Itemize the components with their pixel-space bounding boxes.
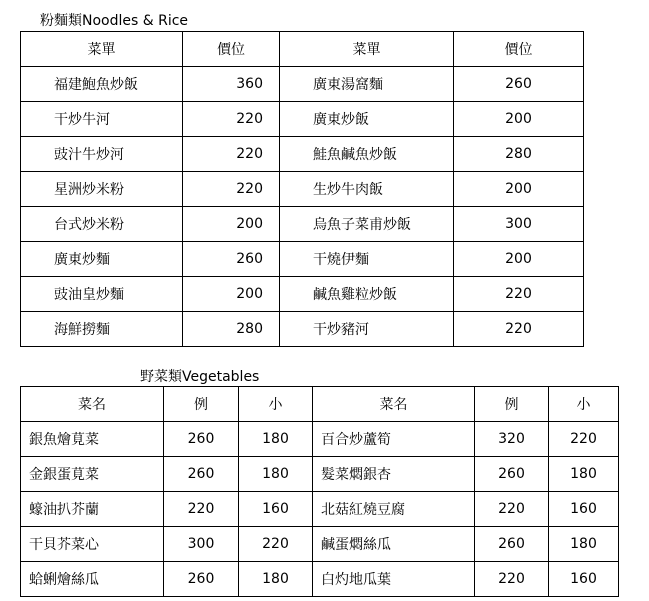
dish-name: 海鮮撈麵 bbox=[21, 312, 183, 347]
table-header-row bbox=[21, 32, 584, 67]
column-header: 菜單 bbox=[280, 32, 454, 67]
dish-name: 髮菜燜銀杏 bbox=[313, 457, 475, 492]
table-row bbox=[21, 242, 584, 277]
dish-price-small: 180 bbox=[549, 457, 619, 492]
dish-name: 銀魚燴莧菜 bbox=[21, 422, 164, 457]
dish-price: 280 bbox=[454, 137, 584, 172]
dish-name: 烏魚子菜甫炒飯 bbox=[280, 207, 454, 242]
dish-price-small: 160 bbox=[549, 562, 619, 597]
dish-price: 220 bbox=[454, 312, 584, 347]
dish-price-small: 160 bbox=[549, 492, 619, 527]
dish-name: 廣東炒麵 bbox=[21, 242, 183, 277]
dish-price: 200 bbox=[454, 242, 584, 277]
dish-price-regular: 320 bbox=[475, 422, 549, 457]
dish-price-small: 160 bbox=[239, 492, 313, 527]
dish-price: 200 bbox=[183, 207, 280, 242]
table-row bbox=[21, 422, 619, 457]
dish-price-small: 220 bbox=[549, 422, 619, 457]
noodles-section-title: 粉麵類Noodles & Rice bbox=[40, 13, 189, 29]
dish-price-regular: 260 bbox=[475, 527, 549, 562]
vegetables-table bbox=[20, 386, 619, 597]
dish-name: 台式炒米粉 bbox=[21, 207, 183, 242]
dish-price-small: 220 bbox=[239, 527, 313, 562]
table-row bbox=[21, 207, 584, 242]
table-row bbox=[21, 67, 584, 102]
column-header: 價位 bbox=[454, 32, 584, 67]
table-row bbox=[21, 457, 619, 492]
column-header: 例 bbox=[475, 387, 549, 422]
dish-name: 廣東湯窩麵 bbox=[280, 67, 454, 102]
table-row bbox=[21, 492, 619, 527]
column-header: 菜單 bbox=[21, 32, 183, 67]
column-header: 小 bbox=[239, 387, 313, 422]
dish-price-regular: 220 bbox=[475, 562, 549, 597]
column-header: 小 bbox=[549, 387, 619, 422]
dish-price-small: 180 bbox=[239, 422, 313, 457]
table-row bbox=[21, 102, 584, 137]
dish-name: 豉汁牛炒河 bbox=[21, 137, 183, 172]
dish-name: 生炒牛肉飯 bbox=[280, 172, 454, 207]
dish-price: 220 bbox=[183, 137, 280, 172]
dish-price-regular: 300 bbox=[164, 527, 239, 562]
dish-name: 金銀蛋莧菜 bbox=[21, 457, 164, 492]
dish-price-regular: 220 bbox=[475, 492, 549, 527]
column-header: 價位 bbox=[183, 32, 280, 67]
dish-price: 360 bbox=[183, 67, 280, 102]
table-row bbox=[21, 172, 584, 207]
dish-price: 260 bbox=[183, 242, 280, 277]
dish-name: 干炒豬河 bbox=[280, 312, 454, 347]
dish-name: 鮭魚鹹魚炒飯 bbox=[280, 137, 454, 172]
dish-price: 200 bbox=[183, 277, 280, 312]
column-header: 菜名 bbox=[21, 387, 164, 422]
dish-price: 300 bbox=[454, 207, 584, 242]
column-header: 菜名 bbox=[313, 387, 475, 422]
table-row bbox=[21, 137, 584, 172]
table-header-row bbox=[21, 387, 619, 422]
dish-name: 蛤蜊燴絲瓜 bbox=[21, 562, 164, 597]
dish-name: 豉油皇炒麵 bbox=[21, 277, 183, 312]
dish-price: 220 bbox=[454, 277, 584, 312]
table-row bbox=[21, 527, 619, 562]
table-row bbox=[21, 312, 584, 347]
dish-name: 百合炒蘆筍 bbox=[313, 422, 475, 457]
table-row bbox=[21, 277, 584, 312]
dish-price-regular: 260 bbox=[475, 457, 549, 492]
dish-name: 干貝芥菜心 bbox=[21, 527, 164, 562]
dish-price-small: 180 bbox=[239, 562, 313, 597]
column-header: 例 bbox=[164, 387, 239, 422]
dish-name: 白灼地瓜葉 bbox=[313, 562, 475, 597]
dish-price-regular: 260 bbox=[164, 457, 239, 492]
dish-price: 200 bbox=[454, 102, 584, 137]
dish-name: 北菇紅燒豆腐 bbox=[313, 492, 475, 527]
dish-price: 220 bbox=[183, 102, 280, 137]
dish-name: 蠔油扒芥蘭 bbox=[21, 492, 164, 527]
dish-price-regular: 260 bbox=[164, 422, 239, 457]
dish-price-small: 180 bbox=[549, 527, 619, 562]
dish-name: 鹹魚雞粒炒飯 bbox=[280, 277, 454, 312]
vegetables-section-title: 野菜類Vegetables bbox=[140, 369, 260, 385]
dish-price: 220 bbox=[183, 172, 280, 207]
dish-price-small: 180 bbox=[239, 457, 313, 492]
dish-name: 鹹蛋燜絲瓜 bbox=[313, 527, 475, 562]
dish-price: 200 bbox=[454, 172, 584, 207]
dish-name: 廣東炒飯 bbox=[280, 102, 454, 137]
table-row bbox=[21, 562, 619, 597]
dish-name: 干炒牛河 bbox=[21, 102, 183, 137]
dish-price-regular: 220 bbox=[164, 492, 239, 527]
noodles-table bbox=[20, 31, 584, 347]
dish-price-regular: 260 bbox=[164, 562, 239, 597]
dish-name: 福建鮑魚炒飯 bbox=[21, 67, 183, 102]
dish-price: 260 bbox=[454, 67, 584, 102]
dish-name: 星洲炒米粉 bbox=[21, 172, 183, 207]
dish-price: 280 bbox=[183, 312, 280, 347]
dish-name: 干燒伊麵 bbox=[280, 242, 454, 277]
